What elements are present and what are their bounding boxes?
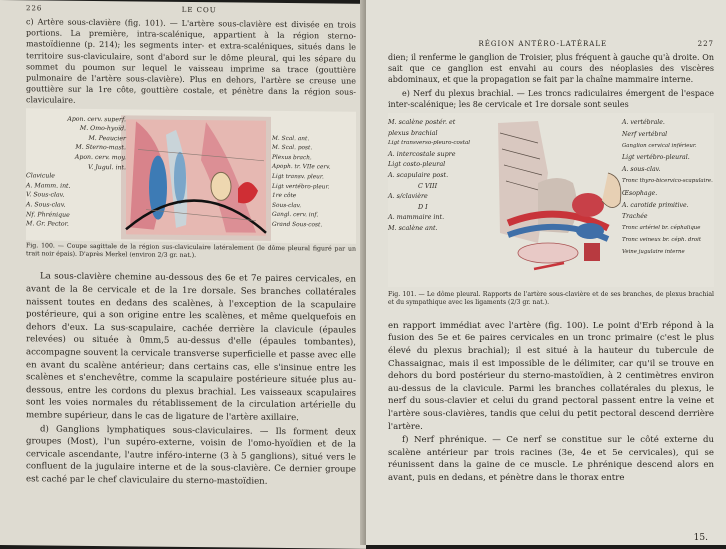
right-running-head [388, 40, 714, 52]
fig101-label: D I [418, 202, 428, 211]
fig101-label: Trachée [622, 213, 648, 221]
left-paragraph-subclavian-course: La sous-clavière chemine au-dessous des 6e et 7e paires cervicales, en avant de la 8e cervicale et de la 1re dorsale. Ses branches collatérales naissent toutes en dedans des scalènes, à l'exception de la scapulaire postérieure, qui a son origine entre les scalènes, et même quelquefois en dehors d'eux. La sus-scapulaire, cachée derrière la clavicule (épaules relevées) ou située à 0mm,5 au-dessus d'elle (épaules tombantes), accompagne souvent la cervicale transverse superficielle et passe avec elle en avant du scalène antérieur; dans certains cas, elle s'insinue entre les scalènes et s'enchevêtre, comme la scapulaire postérieure située plus au-dessous, entre les cordons du plexus brachial. Les vaisseaux scapulaires sont les voies normales du rétablissement de la circulation artérielle du membre supérieur, dans le cas de ligature de l'artère axillaire. [26, 271, 356, 424]
fig101-label: Tronc artériel br. céphalique [622, 225, 701, 232]
fig101-label: Ligt costo-pleural [388, 160, 446, 169]
right-page-number: 227 [697, 40, 714, 48]
right-top-paragraph: dien; il renferme le ganglion de Troisier, plus fréquent à gauche qu'à droite. On sait que ce ganglion est envahi au cours des néoplasies des viscères abdominaux, et que la propagation se fait par la chaîne mammaire interne. [388, 53, 714, 85]
figure-100-left-labels [26, 114, 126, 230]
fig100-label: M. Scal. post. [272, 145, 313, 152]
right-running-title: RÉGION ANTÉRO-LATÉRALE [478, 40, 608, 48]
fig101-label: M. scalène postér. et [388, 118, 456, 127]
right-footer-number: 15. [693, 533, 708, 543]
figure-101 [388, 113, 714, 287]
fig101-label: Ligt vertébro-pleural. [622, 154, 690, 162]
fig100-label: V. Sous-clav. [26, 191, 65, 200]
fig100-label: Apon. cerv. moy. [74, 153, 126, 162]
right-paragraph-phrenic-nerve: f) Nerf phrénique. — Ce nerf se constitue sur le côté externe du scalène antérieur par trois racines (3e, 4e et 5e cervicales), qui se réunissent dans la gaine de ce muscle. Le phrénique descend alors en avant, puis en dedans, et pénètre dans le thorax entre [388, 435, 714, 483]
fig100-label: M. Gr. Pector. [26, 220, 69, 228]
fig100-label: Ligt vertébro-pleur. [272, 183, 330, 191]
right-nerf-plexus-paragraph: e) Nerf du plexus brachial. — Les troncs radiculaires émergent de l'espace inter-scalénique; les 8e cervicale et 1re dorsale sont seules [388, 88, 714, 109]
fig100-label: 1re côte [272, 193, 297, 200]
right-paragraph-erb-point: en rapport immédiat avec l'artère (fig. 100). Le point d'Erb répond à la fusion des 5e et 6e paires cervicales en un tronc primaire (c'est le plus élevé du plexus brachial); il est situé à la hauteur du tubercule de Chassaignac, mais il est impossible de le délimiter, car qu'il se trouve en dehors du bord postérieur du sterno-mastoïdien, à 2 centimètres environ au-dessus de la clavicule. Parmi les branches collatérales du plexus, le nerf du sous-clavier et celui du grand pectoral passent entre la veine et l'artère sous-clavières, tandis que celui du petit pectoral descend derrière l'artère. [388, 320, 714, 432]
fig101-label: A. vertébrale. [622, 119, 665, 127]
fig101-label: Veine jugulaire interne [622, 248, 685, 255]
left-paragraph-lymph-nodes: d) Ganglions lymphatiques sous-claviculaires. — Ils forment deux groupes (Most), l'un supéro-externe, voisin de l'omo-hyoïdien et de la cervicale ascendante, l'autre inféro-interne (3 à 5 ganglions), situé vers le confluent de la jugulaire interne et de la sous-clavière. Ce dernier groupe est caché par le chef claviculaire du sterno-mastoïdien. [26, 423, 356, 487]
fig101-label: A. intercostale supre [388, 149, 456, 158]
right-page [366, 0, 726, 545]
figure-100 [26, 108, 356, 243]
fig100-label: M. Sterno-mast. [75, 144, 126, 152]
fig101-label: Tronc thyro-bicervico-scapulaire. [622, 178, 713, 184]
fig101-label: plexus brachial [388, 128, 438, 137]
fig100-label: Plexus brach. [272, 154, 312, 162]
fig100-label: Ligt transv. pleur. [272, 173, 324, 181]
fig100-label: Sous-clav. [272, 202, 302, 209]
figure-101-left-labels [388, 117, 498, 234]
fig101-label: C VIII [418, 181, 438, 190]
left-top-paragraph: c) Artère sous-clavière (fig. 101). — L'artère sous-clavière est divisée en trois portions. La première, intra-scalénique, appartient à la région sterno-mastoïdienne (p. 214); les segments inter- et extra-scaléniques, situés dans le territoire sus-claviculaire, sont d'abord sur le dôme pleural, qui les sépare du sommet du poumon sur lequel le vaisseau imprime sa trace (gouttière pulmonaire de l'artère sous-clavière). Plus en dehors, l'artère se creuse une gouttière sur la 1re côte, gouttière costale, et pénètre dans la région sous-claviculaire. [26, 17, 356, 106]
figure-101-caption: Fig. 101. — Le dôme pleural. Rapports de l'artère sous-clavière et de ses branches, de plexus brachial et du sympathique avec les ligaments (2/3 gr. nat.). [388, 291, 714, 307]
fig100-label: M. Omo-hyoïd. [79, 125, 126, 133]
fig101-label: A. scapulaire post. [388, 170, 449, 179]
fig100-label: A. Sous-clav. [26, 201, 66, 209]
fig100-label: Grand Sous-cost. [272, 221, 323, 229]
fig100-label: A. Mamm. int. [26, 182, 71, 190]
fig101-label: Ganglion cervical inférieur. [622, 142, 697, 149]
fig101-label: Œsophage. [622, 189, 658, 197]
fig100-label: V. Jugul. int. [87, 163, 126, 171]
left-page-number: 226 [26, 4, 43, 13]
fig100-label: Nf. Phrénique [26, 210, 70, 219]
fig100-label: M. Scal. ant. [272, 135, 310, 142]
fig101-label: Nerf vertébral [622, 130, 668, 138]
fig101-label: A. s/clavière [388, 192, 428, 201]
fig101-label: A. mammaire int. [388, 213, 445, 222]
fig101-label: A. carotide primitive. [622, 201, 689, 209]
fig101-label: A. sous-clav. [622, 166, 661, 174]
fig100-label: M. Peaucier [88, 134, 126, 143]
fig101-label: Ligt transverso-pleuro-costal [388, 140, 471, 147]
fig101-label: M. scalène ant. [388, 223, 438, 232]
fig100-label: Gangl. cerv. inf. [272, 212, 319, 219]
fig100-label: Clavicule [26, 172, 55, 180]
figure-101-right-labels [622, 117, 714, 259]
figure-100-right-labels [272, 134, 356, 231]
left-running-title: LE COU [181, 5, 217, 15]
figure-100-caption: Fig. 100. — Coupe sagittale de la région sus-claviculaire latéralement (le dôme pleural figuré par un trait noir épais). D'après Merkel (environ 2/3 gr. nat.). [26, 241, 356, 260]
fig100-label: Apon. cerv. superf. [67, 115, 126, 123]
fig101-label: Tronc veineux br. céph. droit [622, 236, 702, 243]
fig100-label: Apoph. tr. VIIe cerv. [272, 164, 331, 171]
